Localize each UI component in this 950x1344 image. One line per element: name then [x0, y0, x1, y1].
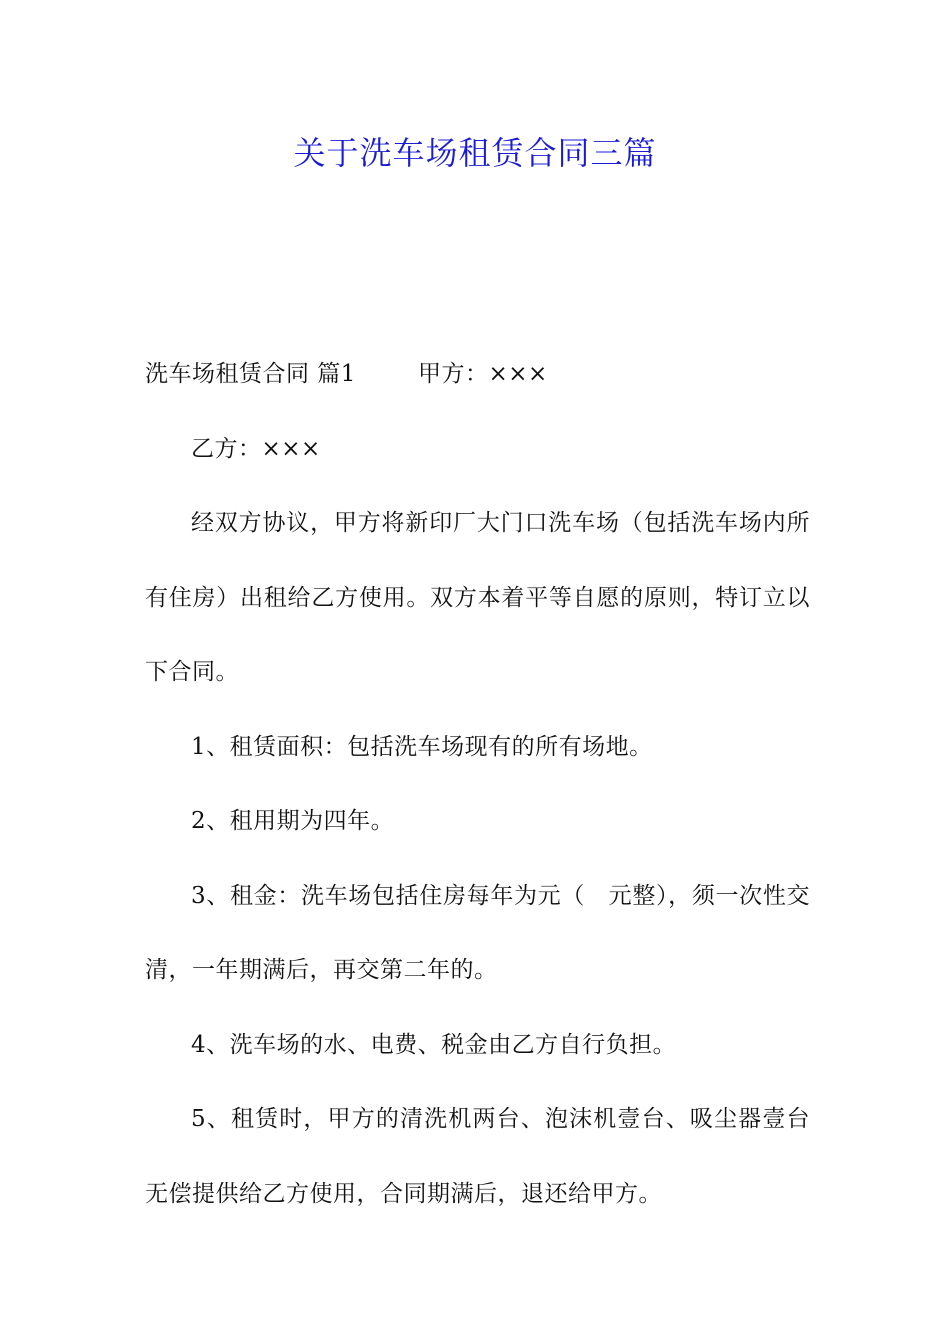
clause-3: 3、租金：洗车场包括住房每年为元（ 元整），须一次性交清，一年期满后，再交第二年的。	[145, 882, 810, 983]
party-a-line: 甲方：×××	[417, 361, 548, 387]
clause-5: 5、租赁时，甲方的清洗机两台、泡沫机壹台、吸尘器壹台无偿提供给乙方使用，合同期满后，退还给甲方。	[145, 1106, 810, 1207]
clause-2: 2、租用期为四年。	[191, 808, 395, 834]
contract-section-heading: 洗车场租赁合同 篇1	[145, 361, 356, 387]
clause-1: 1、租赁面积：包括洗车场现有的所有场地。	[191, 733, 653, 760]
party-b-line: 乙方：×××	[191, 435, 321, 462]
document-title: 关于洗车场租赁合同三篇	[293, 134, 657, 172]
paragraph-intro: 经双方协议，甲方将新印厂大门口洗车场（包括洗车场内所有住房）出租给乙方使用。双方本着平等自愿的原则，特订立以下合同。	[145, 510, 810, 685]
document-body	[145, 337, 810, 1231]
clause-4: 4、洗车场的水、电费、税金由乙方自行负担。	[191, 1031, 677, 1058]
contract-heading-line	[145, 337, 810, 412]
